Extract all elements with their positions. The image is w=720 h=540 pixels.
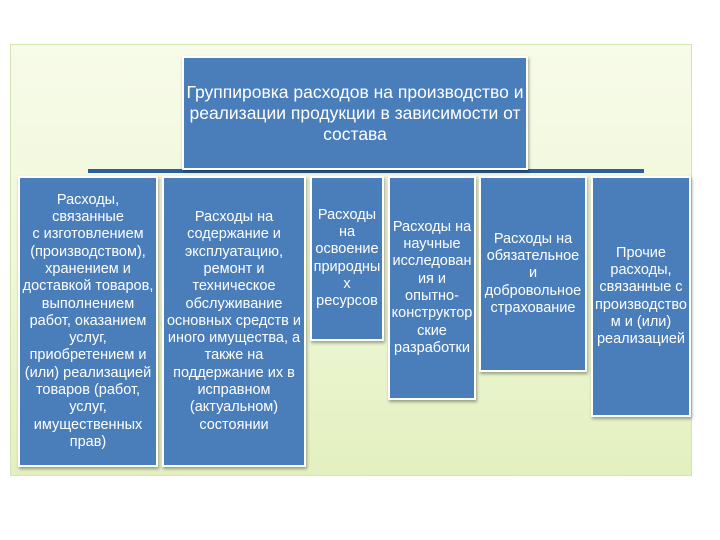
title-text: Группировка расходов на производство и реализации продукции в зависимости от состава — [186, 81, 524, 144]
box-maintenance-expenses — [162, 176, 306, 467]
box-production-expenses-text: Расходы, связанные с изготовлением (производством), хранением и доставкой товаров, выполнением работ, оказанием услуг, приобретением и (или) реализацией товаров (работ, услуг, имущественных прав) — [22, 191, 154, 450]
box-production-expenses — [18, 176, 158, 467]
box-research-expenses-text: Расходы на научные исследован ия и опытно- конструктор ские разработки — [391, 218, 473, 356]
box-research-expenses — [388, 176, 476, 400]
box-natural-resources-expenses — [310, 176, 384, 341]
box-other-expenses-text: Прочие расходы, связанные с производство м и (или) реализацией — [595, 244, 687, 348]
box-natural-resources-expenses-text: Расходы на освоение природны х ресурсов — [313, 206, 381, 310]
box-insurance-expenses — [479, 176, 587, 372]
title-box — [182, 56, 528, 170]
box-other-expenses — [591, 176, 691, 417]
box-maintenance-expenses-text: Расходы на содержание и эксплуатацию, ремонт и техническое обслуживание основных средств и иного имущества, а также на поддержание их в исправном (актуальном) состоянии — [166, 209, 302, 433]
box-insurance-expenses-text: Расходы на обязательное и добровольное страхование — [484, 230, 582, 316]
